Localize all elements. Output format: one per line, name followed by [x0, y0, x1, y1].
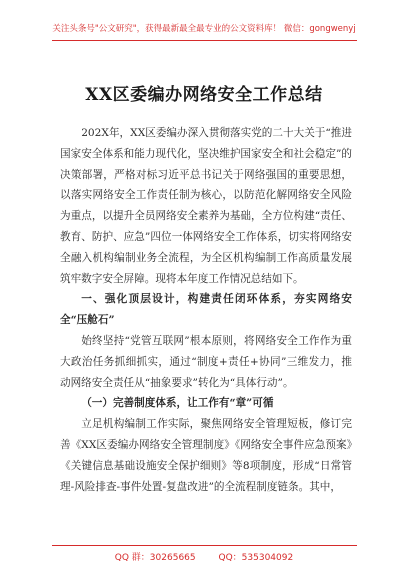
subsection-heading-1: （一）完善制度体系，让工作有“章”可循 [81, 397, 274, 410]
header-divider [52, 40, 357, 41]
paragraph-intro: 202X年，XX区委编办深入贯彻落实党的二十大关于“推进国家安全体系和能力现代化，坚决维护国家安全和社会稳定”的决策部署，严格对标习近平总书记关于网络强国的重要思想，以落实网络安全工作责任制为核心，以防范化解网络安全风险为重点，以提升全员网络安全素养为基础，全方位构建“责任、教育、防护、应急”四位一体网络安全工作体系，切实将网络安全融入机构编制业务全流程，为全区机构编制工作高质量发展筑牢数字安全屏障。现将本年度工作情况总结如下。 [60, 127, 352, 285]
paragraph-section-1: 始终坚持“党管互联网”根本原则，将网络安全工作作为重大政治任务抓细抓实，通过“制度+责任+协同”三维发力，推动网络安全责任从“抽象要求”转化为“具体行动”。 [60, 334, 352, 389]
document-body [60, 123, 352, 497]
footer-divider [52, 545, 357, 546]
footer-qq-group: QQ 群：30265665 [114, 553, 196, 563]
section-heading-1: 一、强化顶层设计，构建责任闭环体系，夯实网络安全“压舱石” [60, 293, 352, 327]
footer-qq: QQ：535304092 [218, 553, 294, 563]
paragraph-subsection-1: 立足机构编制工作实际，聚焦网络安全管理短板，修订完善《XX区委编办网络安全管理制度》《网络安全事件应急预案》《关键信息基础设施安全保护细则》等8项制度，形成“日常管理-风险排查-事件处置-复盘改进”的全流程制度链条。其中， [60, 418, 352, 493]
footer [0, 550, 408, 563]
header-banner: 关注头条号"公文研究"，获得最新最全最专业的公文资料库！ 微信：gongwenyj [52, 24, 356, 34]
document-title: XX区委编办网络安全工作总结 [85, 85, 323, 105]
